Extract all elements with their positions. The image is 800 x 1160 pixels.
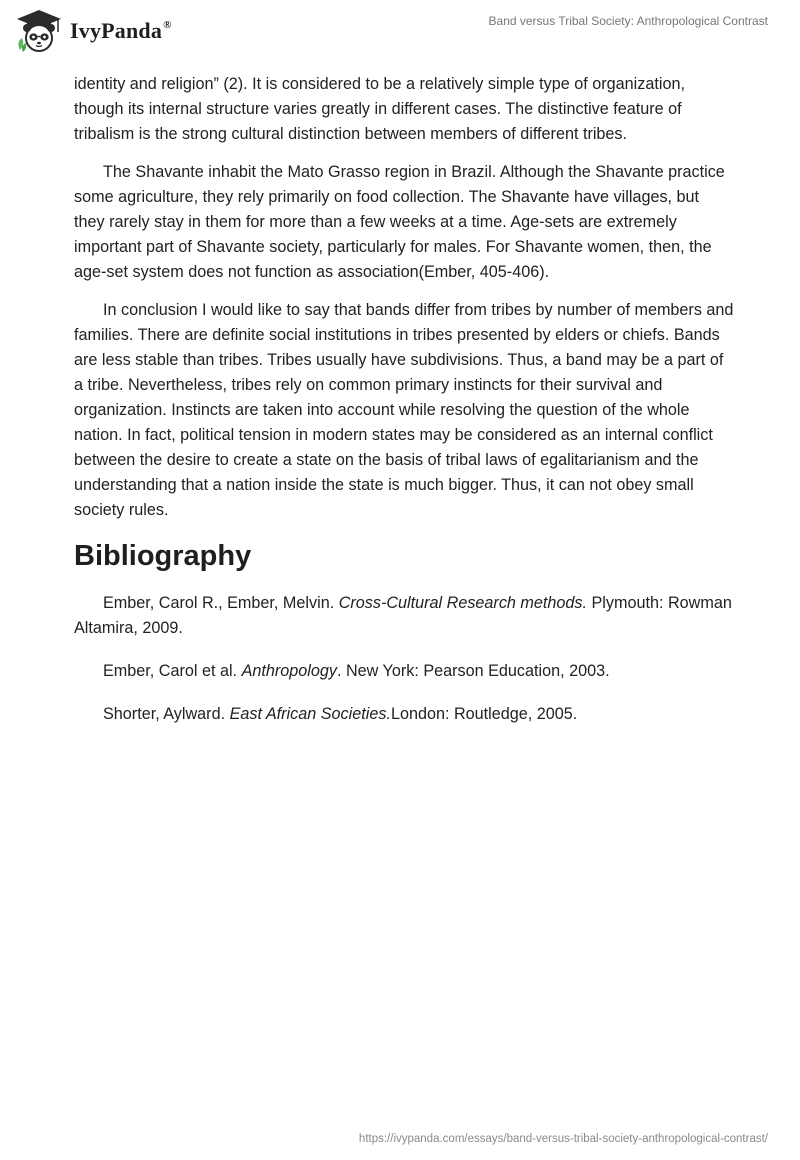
essay-content	[74, 72, 734, 745]
document-title: Band versus Tribal Society: Anthropological Contrast	[488, 14, 768, 28]
panda-graduate-icon	[14, 8, 64, 54]
paragraph-continuation: identity and religion” (2). It is considered to be a relatively simple type of organization, though its internal structure varies greatly in different cases. The distinctive feature of tribalism is the strong cultural distinction between members of different tribes.	[74, 75, 685, 143]
reference-item: Shorter, Aylward. East African Societies.London: Routledge, 2005.	[103, 705, 578, 723]
reference-item: Ember, Carol et al. Anthropology. New York: Pearson Education, 2003.	[103, 662, 610, 680]
bibliography-heading: Bibliography	[74, 540, 252, 572]
reference-title: Cross-Cultural Research methods.	[338, 594, 588, 612]
reference-title: East African Societies.	[229, 705, 391, 723]
paragraph-shavante: The Shavante inhabit the Mato Grasso region in Brazil. Although the Shavante practice some agriculture, they rely primarily on food collection. The Shavante have villages, but they rarely stay in them for more than a few weeks at a time. Age-sets are extremely important part of Shavante society, particularly for males. For Shavante women, then, the age-set system does not function as association(Ember, 405-406).	[74, 163, 725, 281]
page-header	[0, 0, 800, 68]
brand-name: IvyPanda®	[70, 18, 172, 43]
reference-item: Ember, Carol R., Ember, Melvin. Cross-Cultural Research methods. Plymouth: Rowman Altamira, 2009.	[74, 594, 732, 637]
paragraph-conclusion: In conclusion I would like to say that bands differ from tribes by number of members and families. There are definite social institutions in tribes presented by elders or chiefs. Bands are less stable than tribes. Tribes usually have subdivisions. Thus, a band may be a part of a tribe. Nevertheless, tribes rely on common primary instincts for their survival and organization. Instincts are taken into account while resolving the question of the whole nation. In fact, political tension in modern states may be considered as an internal conflict between the desire to create a state on the basis of tribal laws of egalitarianism and the understanding that a nation inside the state is much bigger. Thus, it can not obey small society rules.	[74, 301, 734, 519]
reference-title: Anthropology	[241, 662, 337, 680]
ivypanda-logo[interactable]	[14, 8, 172, 54]
source-url[interactable]: https://ivypanda.com/essays/band-versus-tribal-society-anthropological-contrast/	[358, 1133, 768, 1145]
